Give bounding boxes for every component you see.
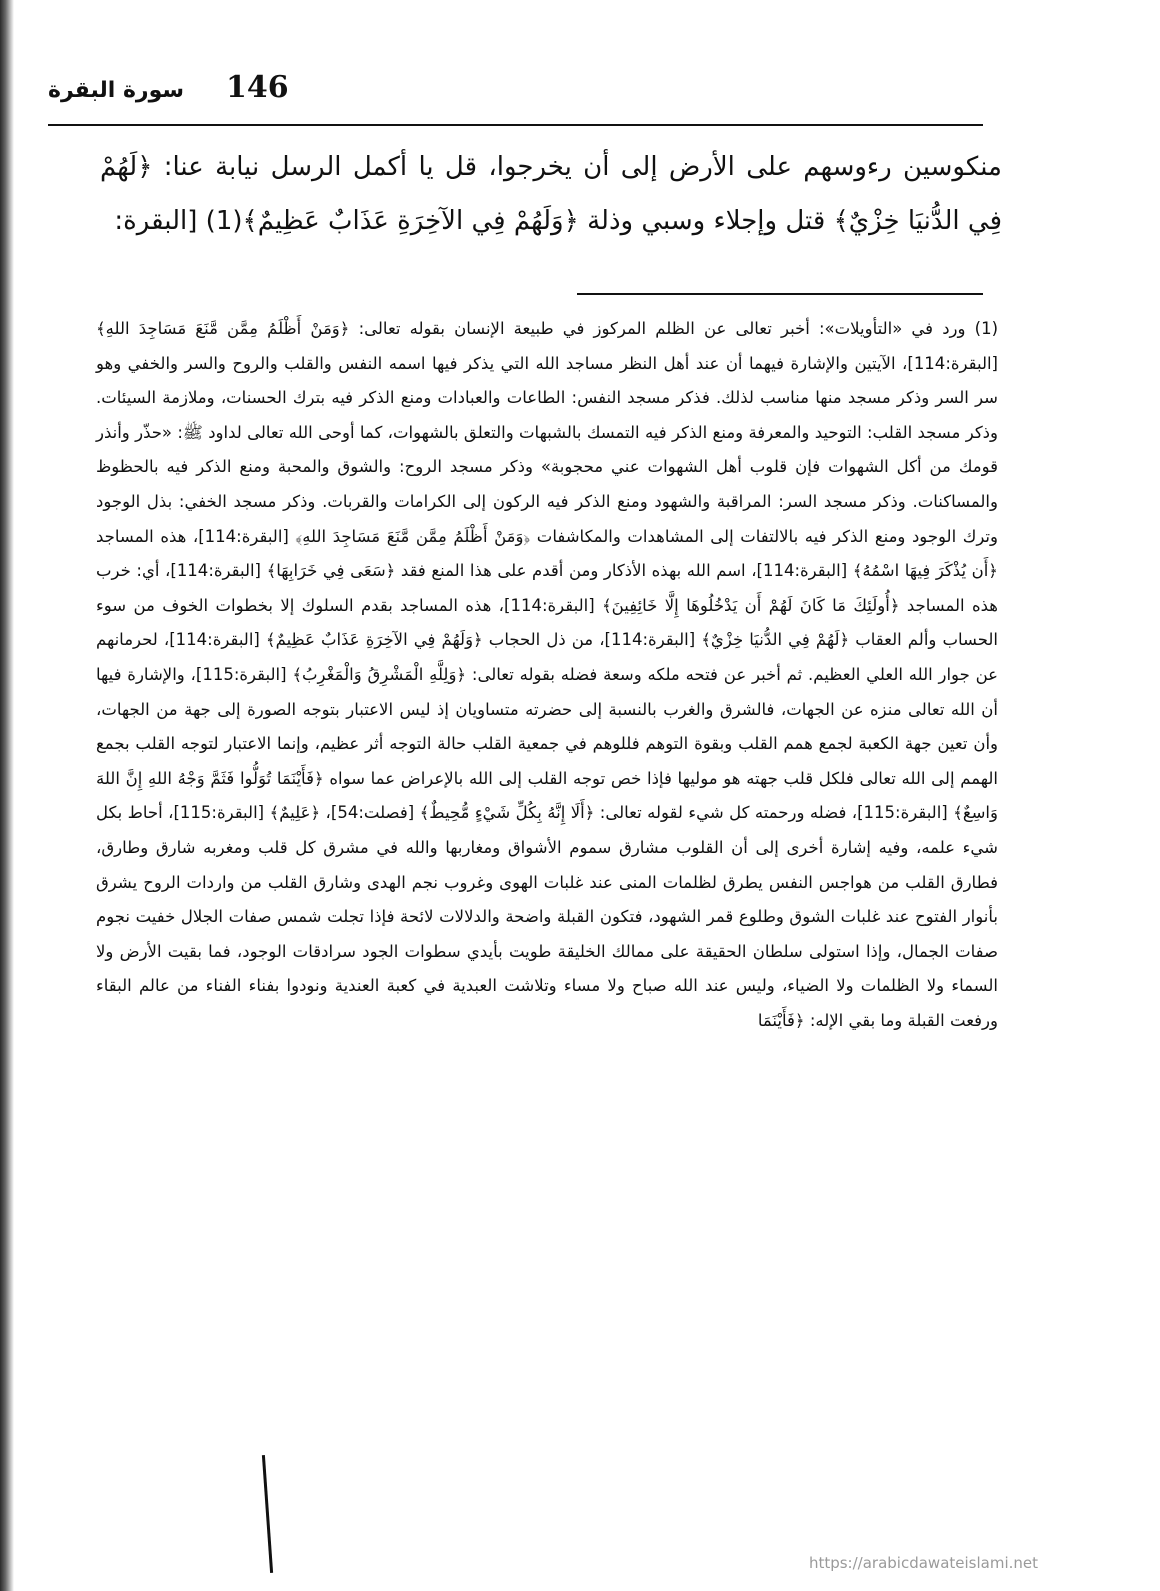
surah-title: سورة البقرة xyxy=(48,78,185,103)
footnote-text: ورد في «التأويلات»: أخبر تعالى عن الظلم المركوز في طبيعة الإنسان بقوله تعالى: ﴿وَمَنْ أَظْلَمُ مِمَّن مَّنَعَ مَسَاجِدَ اللهِ﴾ [البقرة:114]، الآيتين والإشارة فيهما أن عند أهل النظر مساجد الله التي يذكر فيها اسمه النفس والقلب والروح والسر والخفي وهو سر السر وذكر مسجد منها مناسب لذلك. فذكر مسجد النفس: الطاعات والعبادات ومنع الذكر فيه بترك الحسنات، وملازمة السيئات. وذكر مسجد القلب: التوحيد والمعرفة ومنع الذكر فيه التمسك بالشبهات والتعلق بالشهوات، كما أوحى الله تعالى لداود ﷺ: «حذّر وأنذر قومك من أكل الشهوات فإن قلوب أهل الشهوات عني محجوبة» وذكر مسجد الروح: والشوق والمحبة ومنع الذكر فيه بالحظوظ والمساكنات. وذكر مسجد السر: المراقبة والشهود ومنع الذكر فيه الركون إلى الكرامات والقربات. وذكر مسجد الخفي: بذل الوجود وترك الوجود ومنع الذكر فيه بالالتفات إلى المشاهدات والمكاشفات ﴿وَمَنْ أَظْلَمُ مِمَّن مَّنَعَ مَسَاجِدَ اللهِ﴾ [البقرة:114]، هذه المساجد ﴿أَن يُذْكَرَ فِيهَا اسْمُهُ﴾ [البقرة:114]، اسم الله بهذه الأذكار ومن أقدم على هذا المنع فقد ﴿سَعَى فِي خَرَابِهَا﴾ [البقرة:114]، أي: خرب هذه المساجد ﴿أُولَئِكَ مَا كَانَ لَهُمْ أَن يَدْخُلُوهَا إِلَّا خَائِفِينَ﴾ [البقرة:114]، هذه المساجد بقدم السلوك إلا بخطوات الخوف من سوء الحساب وألم العقاب ﴿لَهُمْ فِي الدُّنيَا خِزْيٌ﴾ [البقرة:114]، من ذل الحجاب ﴿وَلَهُمْ فِي الآخِرَةِ عَذَابٌ عَظِيمٌ﴾ [البقرة:114]، لحرمانهم عن جوار الله العلي العظيم. ثم أخبر عن فتحه ملكه وسعة فضله بقوله تعالى: ﴿وَلِلَّهِ الْمَشْرِقُ وَالْمَغْرِبُ﴾ [البقرة:115]، والإشارة فيها أن الله تعالى منزه عن الجهات، فالشرق والغرب بالنسبة إلى حضرته متساويان إذ ليس الاعتبار بتوجه الصورة إلى جهة من الجهات، وأن تعين جهة الكعبة لجمع همم القلب وبقوة التوهم فللوهم في جمعية القلب حالة التوجه أثر عظيم، وإنما الاعتبار لتوجه القلب بجمع الهمم إلى الله تعالى فلكل قلب جهته هو موليها فإذا خص توجه القلب إلى الله بالإعراض عما سواه ﴿فَأَيْنَمَا تُوَلُّوا فَثَمَّ وَجْهُ اللهِ إِنَّ اللهَ وَاسِعٌ﴾ [البقرة:115]، فضله ورحمته كل شيء لقوله تعالى: ﴿أَلَا إِنَّهُ بِكُلِّ شَيْءٍ مُّحِيطٌ﴾ [فصلت:54]، ﴿عَلِيمٌ﴾ [البقرة:115]، أحاط بكل شيء علمه، وفيه إشارة أخرى إلى أن القلوب مشارق سموم الأشواق ومغاربها والله في مشرق كل قلب ومغربه شارق وطارق، فطارق القلب من هواجس النفس يطرق لظلمات المنى عند غلبات الهوى وغروب نجم الهدى وشارق القلب من واردات الروح يشرق بأنوار الفتوح عند غلبات الشوق وطلوع قمر الشهود، فتكون القبلة واضحة والدلالات لائحة فإذا تجلت شمس صفات الجلال خفيت نجوم صفات الجمال، وإذا استولى سلطان الحقيقة على ممالك الخليقة طويت بأيدي سطوات الجود سرادقات الوجود، فما بقيت الأرض ولا السماء ولا الظلمات ولا الضياء، وليس عند الله صباح ولا مساء وتلاشت العبدية في كعبة العندية ونودوا بفناء الفناء من عالم البقاء ورفعت القبلة وما بقي الإله: ﴿فَأَيْنَمَا xyxy=(96,319,998,1030)
scan-artifact-stroke xyxy=(262,1455,273,1573)
footnote-divider xyxy=(577,293,983,295)
main-text: منكوسين رءوسهم على الأرض إلى أن يخرجوا، قل يا أكمل الرسل نيابة عنا: ﴿لَهُمْ فِي الدُّنيَا خِزْيٌ﴾ قتل وإجلاء وسبي وذلة ﴿وَلَهُمْ فِي الآخِرَةِ عَذَابٌ عَظِيمٌ﴾(1) [البقرة: xyxy=(100,152,1002,236)
watermark: https://arabicdawateislami.net xyxy=(808,1554,1038,1572)
page-number: 146 xyxy=(226,70,289,105)
header-divider xyxy=(48,124,983,126)
page-header xyxy=(48,70,982,128)
footnote xyxy=(96,312,998,1038)
footnote-marker: (1) xyxy=(974,319,999,338)
scan-binding-shadow xyxy=(0,0,14,1591)
